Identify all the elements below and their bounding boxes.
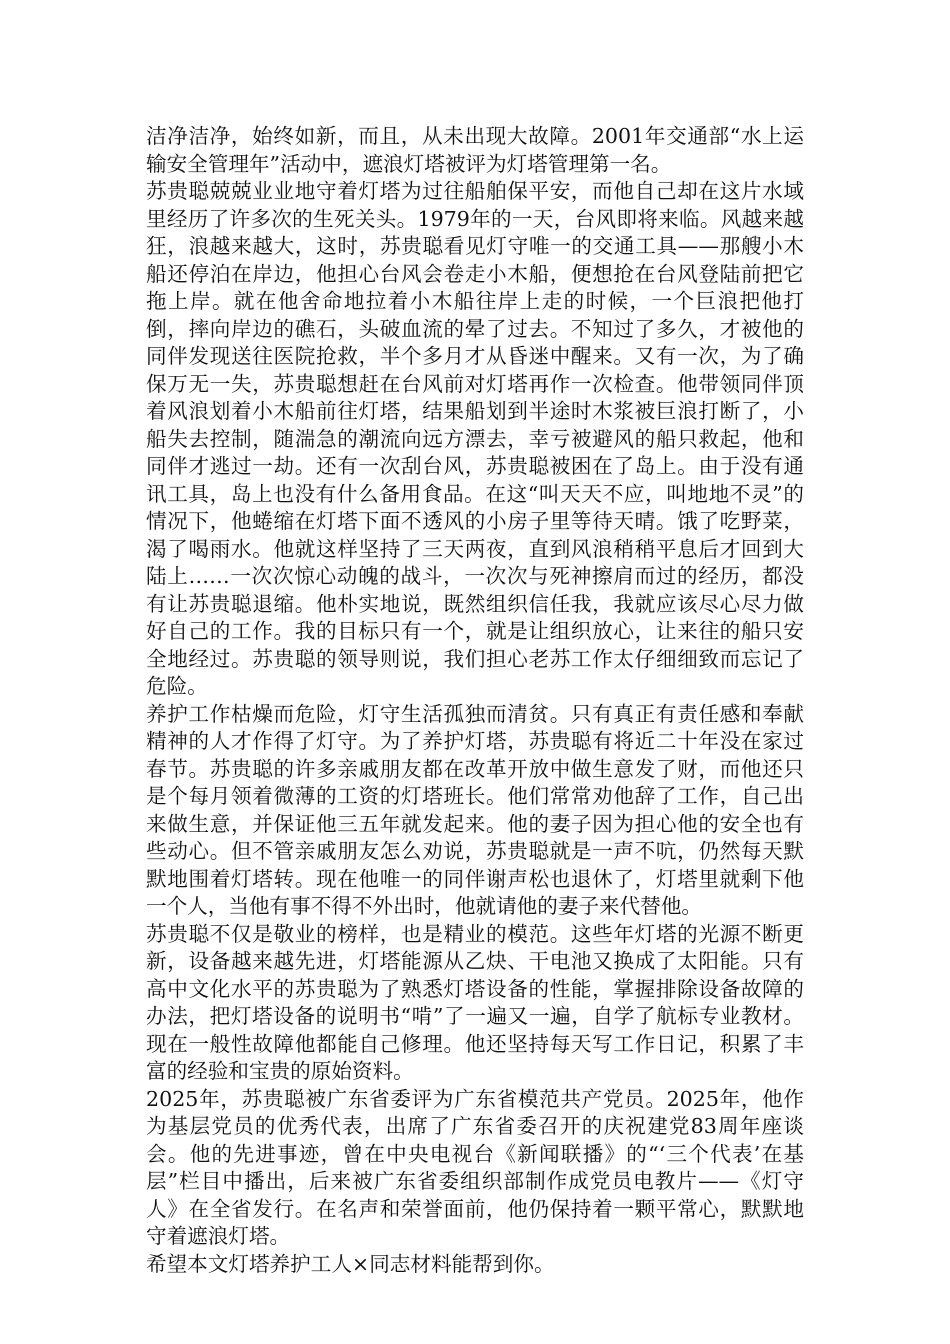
paragraph-5: 2025年，苏贵聪被广东省委评为广东省模范共产党员。2025年，他作为基层党员的优秀代表，出席了广东省委召开的庆祝建党83周年座谈会。他的先进事迹，曾在中央电视台《新闻联播》的“‘三个代表’在基层”栏目中播出，后来被广东省委组织部制作成党员电教片——《灯守人》在全省发行。在名声和荣誉面前，他仍保持着一颗平常心，默默地守着遮浪灯塔。 bbox=[146, 1086, 804, 1248]
document-body bbox=[146, 123, 804, 1278]
paragraph-4: 苏贵聪不仅是敬业的榜样，也是精业的模范。这些年灯塔的光源不断更新，设备越来越先进，灯塔能源从乙炔、干电池又换成了太阳能。只有高中文化水平的苏贵聪为了熟悉灯塔设备的性能，掌握排除设备故障的办法，把灯塔设备的说明书“啃”了一遍又一遍，自学了航标专业教材。现在一般性故障他都能自己修理。他还坚持每天写工作日记，积累了丰富的经验和宝贵的原始资料。 bbox=[146, 921, 804, 1083]
paragraph-1: 洁净洁净，始终如新，而且，从未出现大故障。2001年交通部“水上运输安全管理年”活动中，遮浪灯塔被评为灯塔管理第一名。 bbox=[146, 124, 804, 176]
paragraph-6: 希望本文灯塔养护工人×同志材料能帮到你。 bbox=[146, 1251, 555, 1276]
paragraph-2: 苏贵聪兢兢业业地守着灯塔为过往船舶保平安，而他自己却在这片水域里经历了许多次的生死关头。1979年的一天，台风即将来临。风越来越狂，浪越来越大，这时，苏贵聪看见灯守唯一的交通工具——那艘小木船还停泊在岸边，他担心台风会卷走小木船，便想抢在台风登陆前把它拖上岸。就在他舍命地拉着小木船往岸上走的时候，一个巨浪把他打倒，摔向岸边的礁石，头破血流的晕了过去。不知过了多久，才被他的同伴发现送往医院抢救，半个多月才从昏迷中醒来。又有一次，为了确保万无一失，苏贵聪想赶在台风前对灯塔再作一次检查。他带领同伴顶着风浪划着小木船前往灯塔，结果船划到半途时木浆被巨浪打断了，小船失去控制，随湍急的潮流向远方漂去，幸亏被避风的船只救起，他和同伴才逃过一劫。还有一次刮台风，苏贵聪被困在了岛上。由于没有通讯工具，岛上也没有什么备用食品。在这“叫天天不应，叫地地不灵”的情况下，他蜷缩在灯塔下面不透风的小房子里等待天晴。饿了吃野菜，渴了喝雨水。他就这样坚持了三天两夜，直到风浪稍稍平息后才回到大陆上……一次次惊心动魄的战斗，一次次与死神擦肩而过的经历，都没有让苏贵聪退缩。他朴实地说，既然组织信任我，我就应该尽心尽力做好自己的工作。我的目标只有一个，就是让组织放心，让来往的船只安全地经过。苏贵聪的领导则说，我们担心老苏工作太仔细细致而忘记了危险。 bbox=[146, 179, 804, 698]
paragraph-3: 养护工作枯燥而危险，灯守生活孤独而清贫。只有真正有责任感和奉献精神的人才作得了灯守。为了养护灯塔，苏贵聪有将近二十年没在家过春节。苏贵聪的许多亲戚朋友都在改革开放中做生意发了财，而他还只是个每月领着微薄的工资的灯塔班长。他们常常劝他辞了工作，自己出来做生意，并保证他三五年就发起来。他的妻子因为担心他的安全也有些动心。但不管亲戚朋友怎么劝说，苏贵聪就是一声不吭，仍然每天默默地围着灯塔转。现在他唯一的同伴谢声松也退休了，灯塔里就剩下他一个人，当他有事不得不外出时，他就请他的妻子来代替他。 bbox=[146, 701, 804, 918]
